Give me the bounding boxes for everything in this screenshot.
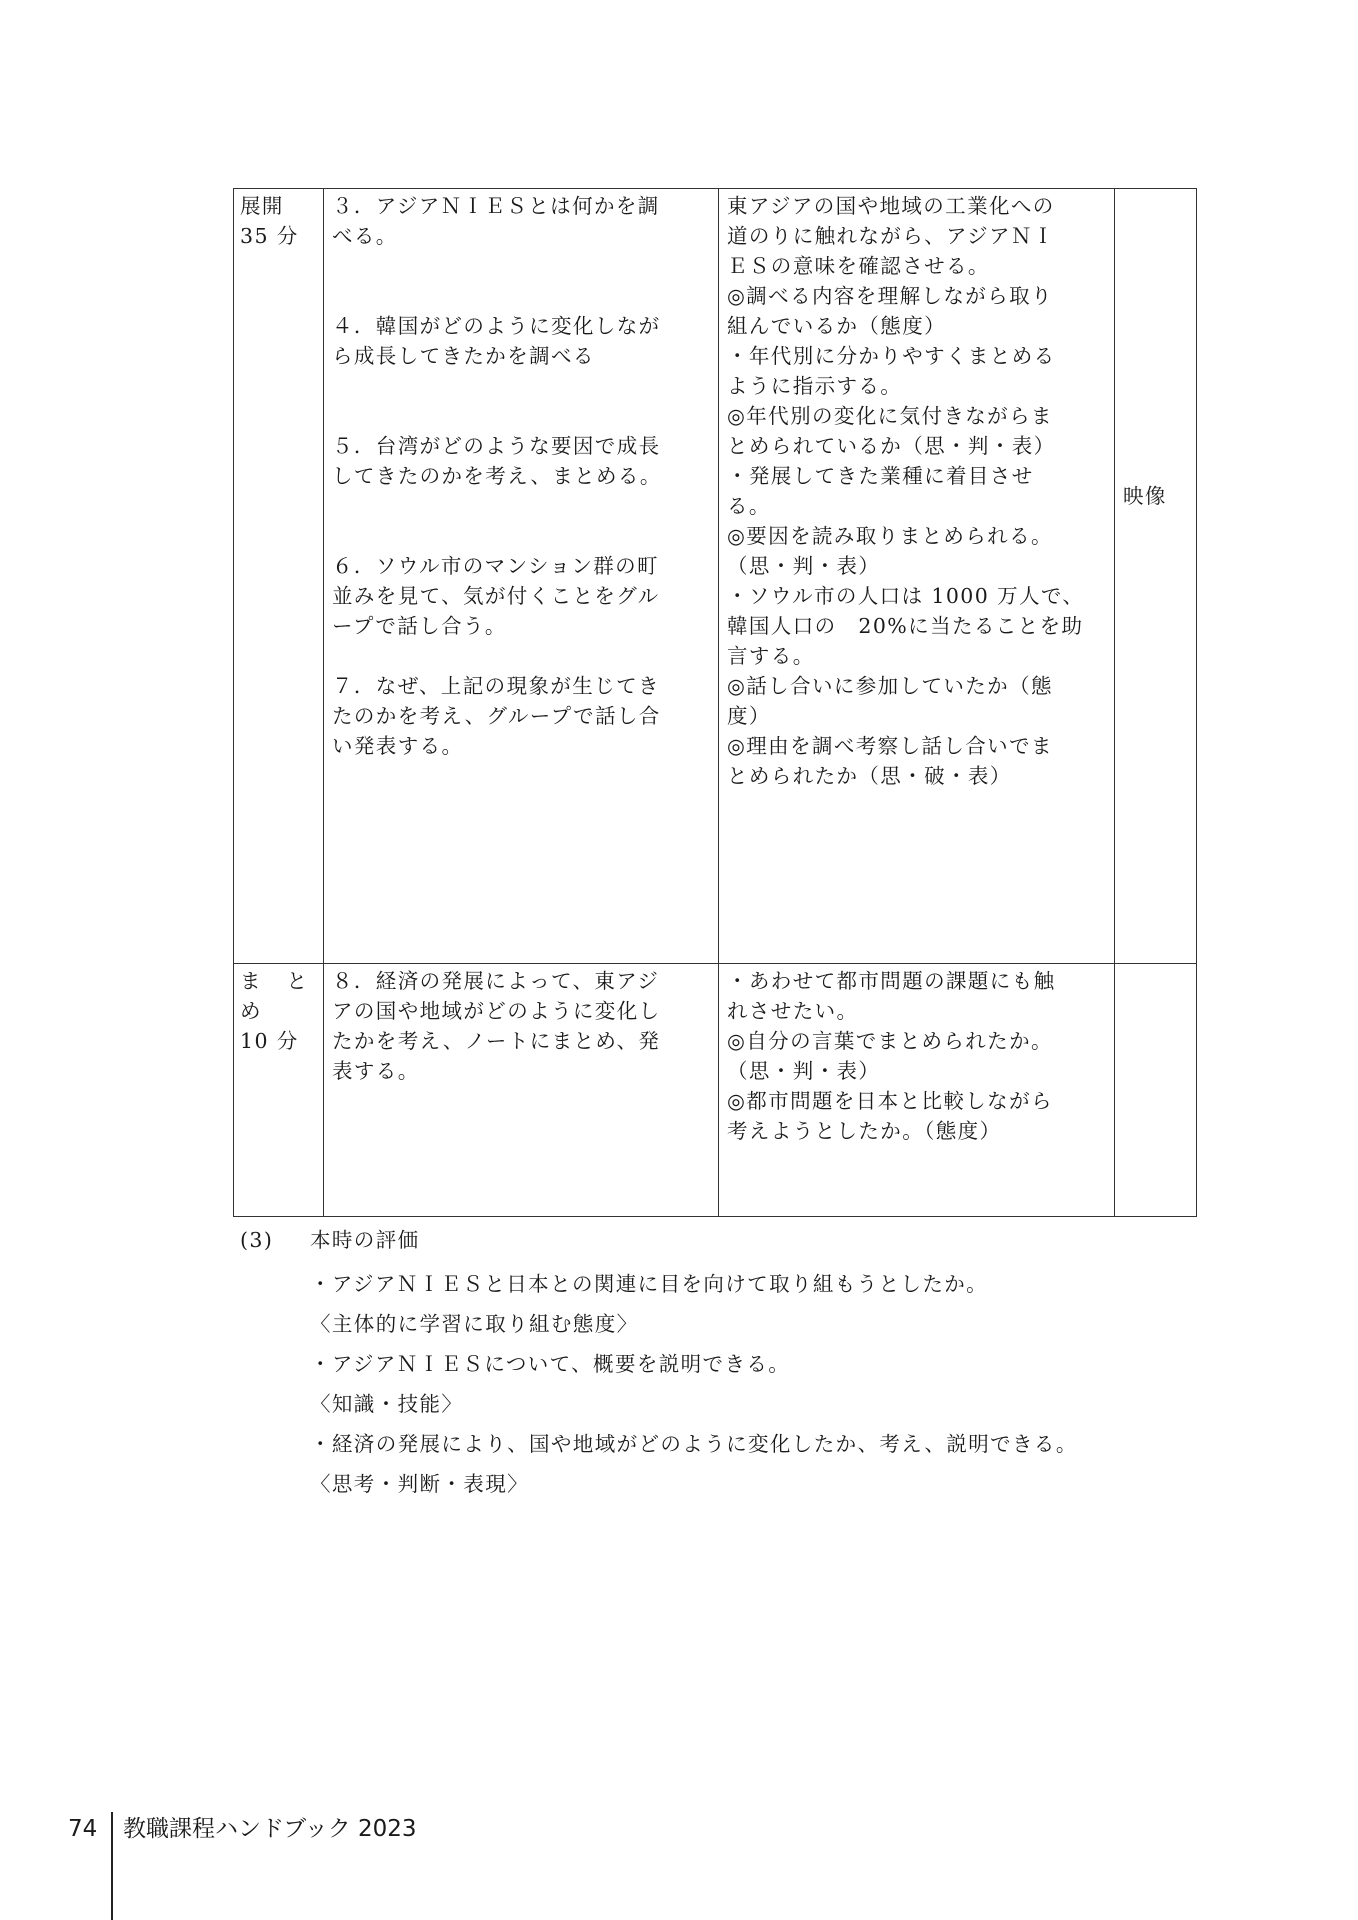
activity-cell-development <box>324 189 719 964</box>
note-line: ＥＳの意味を確認させる。 <box>727 254 990 278</box>
note-line: ・年代別に分かりやすくまとめる <box>727 344 1056 368</box>
activity-line: 並みを見て、気が付くことをグル <box>332 584 660 608</box>
note-line: 言する。 <box>727 644 815 668</box>
activity-line: ら成長してきたかを調べる <box>332 344 595 368</box>
note-line: ・あわせて都市問題の課題にも触 <box>727 969 1056 993</box>
note-line: ように指示する。 <box>727 374 903 398</box>
note-line: 道のりに触れながら、アジアＮＩ <box>727 224 1055 248</box>
evaluation-item: ・アジアＮＩＥＳについて、概要を説明できる。 <box>310 1352 791 1376</box>
note-line: 考えようとしたか。（態度） <box>727 1119 1002 1143</box>
note-line: ◎年代別の変化に気付きながらま <box>727 404 1053 428</box>
notes-cell-development <box>719 189 1115 964</box>
activity-4 <box>332 311 710 371</box>
note-line: 組んでいるか（態度） <box>727 314 946 338</box>
activity-line: たかを考え、ノートにまとめ、発 <box>332 1029 661 1053</box>
lesson-plan-table <box>233 188 1197 1217</box>
section-title: 本時の評価 <box>310 1228 420 1252</box>
table-row-summary <box>234 964 1197 1217</box>
note-line: とめられているか（思・判・表） <box>727 434 1056 458</box>
activity-5 <box>332 431 710 491</box>
table-row-development <box>234 189 1197 964</box>
activity-line: アの国や地域がどのように変化し <box>332 999 661 1023</box>
page-number: 74 <box>68 1816 98 1842</box>
footer-divider <box>111 1812 113 1920</box>
note-line: ・ソウル市の人口は 1000 万人で、 <box>727 584 1085 608</box>
stage-duration: 10 分 <box>240 1029 299 1053</box>
note-line: 韓国人口の 20%に当たることを助 <box>727 614 1084 638</box>
activity-6 <box>332 551 710 641</box>
activity-line: ７．なぜ、上記の現象が生じてき <box>332 674 660 698</box>
activity-line: ８．経済の発展によって、東アジ <box>332 969 660 993</box>
note-line: ◎要因を読み取りまとめられる。 <box>727 524 1053 548</box>
note-line: 度） <box>727 704 771 728</box>
evaluation-category: 〈知識・技能〉 <box>310 1392 464 1416</box>
evaluation-category: 〈思考・判断・表現〉 <box>310 1472 529 1496</box>
note-line: ・発展してきた業種に着目させ <box>727 464 1034 488</box>
note-line: （思・判・表） <box>727 1059 881 1083</box>
note-line: ◎話し合いに参加していたか（態 <box>727 674 1053 698</box>
section-number: (3) <box>240 1228 274 1252</box>
note-line: とめられたか（思・破・表） <box>727 764 1012 788</box>
note-line: ◎調べる内容を理解しながら取り <box>727 284 1053 308</box>
stage-cell-development <box>234 189 324 964</box>
activity-line: ープで話し合う。 <box>332 614 507 638</box>
evaluation-item: ・経済の発展により、国や地域がどのように変化したか、考え、説明できる。 <box>310 1432 1078 1456</box>
activity-8 <box>332 966 710 1086</box>
activity-line: してきたのかを考え、まとめる。 <box>332 464 662 488</box>
activity-line: べる。 <box>332 224 398 248</box>
activity-line: ３．アジアＮＩＥＳとは何かを調 <box>332 194 660 218</box>
activity-line: たのかを考え、グループで話し合 <box>332 704 661 728</box>
note-line: ◎都市問題を日本と比較しながら <box>727 1089 1053 1113</box>
activity-7 <box>332 671 710 761</box>
evaluation-heading <box>240 1223 420 1253</box>
stage-cell-summary <box>234 964 333 1217</box>
material-cell-summary <box>1115 964 1197 1217</box>
evaluation-item: ・アジアＮＩＥＳと日本との関連に目を向けて取り組もうとしたか。 <box>310 1272 989 1296</box>
activity-line: い発表する。 <box>332 734 464 758</box>
notes-cell-summary <box>719 964 1115 1217</box>
note-line: ◎理由を調べ考察し話し合いでま <box>727 734 1053 758</box>
material-label: 映像 <box>1123 484 1167 508</box>
activity-line: ４．韓国がどのように変化しなが <box>332 314 661 338</box>
book-title: 教職課程ハンドブック 2023 <box>123 1816 417 1842</box>
activity-line: 表する。 <box>332 1059 420 1083</box>
evaluation-list <box>310 1264 1210 1504</box>
activity-line: ６．ソウル市のマンション群の町 <box>332 554 659 578</box>
evaluation-category: 〈主体的に学習に取り組む態度〉 <box>310 1312 639 1336</box>
note-line: 東アジアの国や地域の工業化への <box>727 194 1055 218</box>
activity-line: ５．台湾がどのような要因で成長 <box>332 434 661 458</box>
material-cell-development <box>1115 189 1197 964</box>
stage-label: まと <box>240 969 333 993</box>
note-line: れさせたい。 <box>727 999 859 1023</box>
note-line: （思・判・表） <box>727 554 881 578</box>
note-line: ◎自分の言葉でまとめられたか。 <box>727 1029 1053 1053</box>
stage-label-cont: め <box>240 999 262 1023</box>
stage-duration: 35 分 <box>240 224 299 248</box>
activity-3 <box>332 191 710 251</box>
activity-cell-summary <box>324 964 719 1217</box>
note-line: る。 <box>727 494 771 518</box>
stage-label: 展開 <box>240 194 284 218</box>
